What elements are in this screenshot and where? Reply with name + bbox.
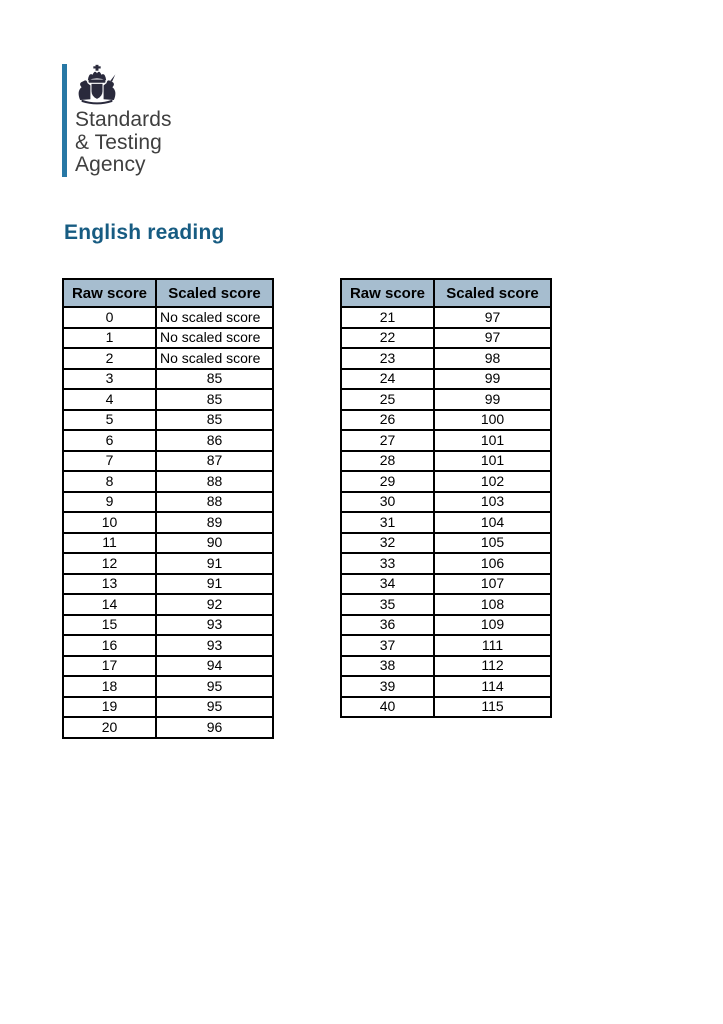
table-row <box>63 389 273 410</box>
raw-score-cell: 8 <box>63 471 156 492</box>
table-row <box>341 676 551 697</box>
raw-score-cell: 37 <box>341 635 434 656</box>
raw-score-cell: 10 <box>63 512 156 533</box>
org-name <box>75 109 172 177</box>
table-row <box>341 656 551 677</box>
scaled-score-cell: 115 <box>434 697 551 718</box>
org-name-line-2: & Testing <box>75 130 162 154</box>
table-row <box>63 635 273 656</box>
scaled-score-cell: 95 <box>156 697 273 718</box>
table-row <box>63 348 273 369</box>
raw-score-cell: 13 <box>63 574 156 595</box>
table-row <box>63 697 273 718</box>
table-row <box>63 430 273 451</box>
table-row <box>63 369 273 390</box>
score-table-left <box>62 278 274 739</box>
table-row <box>63 410 273 431</box>
table-row <box>341 328 551 349</box>
raw-score-cell: 30 <box>341 492 434 513</box>
table-row <box>63 328 273 349</box>
scaled-score-cell: 107 <box>434 574 551 595</box>
header-row <box>341 279 551 307</box>
scaled-score-cell: 98 <box>434 348 551 369</box>
raw-score-cell: 22 <box>341 328 434 349</box>
raw-score-cell: 9 <box>63 492 156 513</box>
raw-score-cell: 35 <box>341 594 434 615</box>
raw-score-cell: 21 <box>341 307 434 328</box>
scaled-score-cell: 94 <box>156 656 273 677</box>
logo-accent-bar <box>62 64 67 177</box>
raw-score-cell: 39 <box>341 676 434 697</box>
scaled-score-cell: 86 <box>156 430 273 451</box>
table-row <box>63 471 273 492</box>
scaled-score-cell: 95 <box>156 676 273 697</box>
table-row <box>341 615 551 636</box>
raw-score-cell: 0 <box>63 307 156 328</box>
scaled-score-cell: 101 <box>434 451 551 472</box>
scaled-score-cell: 104 <box>434 512 551 533</box>
scaled-score-cell: No scaled score <box>156 348 273 369</box>
scaled-score-cell: 102 <box>434 471 551 492</box>
scaled-score-cell: 91 <box>156 553 273 574</box>
scaled-score-cell: 106 <box>434 553 551 574</box>
table-row <box>341 697 551 718</box>
raw-score-cell: 28 <box>341 451 434 472</box>
raw-score-cell: 5 <box>63 410 156 431</box>
table-row <box>341 369 551 390</box>
raw-score-cell: 36 <box>341 615 434 636</box>
scaled-score-cell: 85 <box>156 389 273 410</box>
table-row <box>341 574 551 595</box>
raw-score-cell: 19 <box>63 697 156 718</box>
raw-score-cell: 4 <box>63 389 156 410</box>
raw-score-cell: 11 <box>63 533 156 554</box>
raw-score-cell: 3 <box>63 369 156 390</box>
scaled-score-cell: No scaled score <box>156 328 273 349</box>
raw-score-cell: 2 <box>63 348 156 369</box>
scaled-score-cell: 88 <box>156 471 273 492</box>
scaled-score-cell: 105 <box>434 533 551 554</box>
raw-score-cell: 33 <box>341 553 434 574</box>
scaled-score-cell: 93 <box>156 615 273 636</box>
table-row <box>63 307 273 328</box>
raw-score-header: Raw score <box>63 279 156 307</box>
table-row <box>63 676 273 697</box>
scaled-score-cell: 96 <box>156 717 273 738</box>
table-row <box>341 451 551 472</box>
table-row <box>341 389 551 410</box>
scaled-score-header: Scaled score <box>434 279 551 307</box>
scaled-score-cell: 91 <box>156 574 273 595</box>
raw-score-cell: 24 <box>341 369 434 390</box>
table-row <box>63 533 273 554</box>
scaled-score-cell: 90 <box>156 533 273 554</box>
royal-crest-icon <box>75 64 119 106</box>
scaled-score-cell: 85 <box>156 369 273 390</box>
page-title: English reading <box>64 221 225 244</box>
scaled-score-cell: 88 <box>156 492 273 513</box>
scaled-score-cell: 114 <box>434 676 551 697</box>
table-row <box>341 471 551 492</box>
raw-score-cell: 40 <box>341 697 434 718</box>
raw-score-cell: 38 <box>341 656 434 677</box>
table-row <box>341 430 551 451</box>
table-row <box>63 594 273 615</box>
scaled-score-cell: 87 <box>156 451 273 472</box>
table-row <box>341 635 551 656</box>
table-row <box>63 717 273 738</box>
header-row <box>63 279 273 307</box>
raw-score-cell: 17 <box>63 656 156 677</box>
scaled-score-cell: 111 <box>434 635 551 656</box>
scaled-score-header: Scaled score <box>156 279 273 307</box>
table-row <box>341 533 551 554</box>
scaled-score-cell: 89 <box>156 512 273 533</box>
scaled-score-cell: 100 <box>434 410 551 431</box>
raw-score-cell: 26 <box>341 410 434 431</box>
scaled-score-cell: 99 <box>434 369 551 390</box>
table-row <box>63 615 273 636</box>
scaled-score-cell: 99 <box>434 389 551 410</box>
raw-score-cell: 25 <box>341 389 434 410</box>
raw-score-cell: 32 <box>341 533 434 554</box>
scaled-score-cell: 97 <box>434 328 551 349</box>
raw-score-cell: 20 <box>63 717 156 738</box>
raw-score-cell: 34 <box>341 574 434 595</box>
table-row <box>341 492 551 513</box>
sta-logo <box>62 64 172 177</box>
raw-score-cell: 14 <box>63 594 156 615</box>
scaled-score-cell: 103 <box>434 492 551 513</box>
scaled-score-cell: 93 <box>156 635 273 656</box>
scaled-score-cell: 108 <box>434 594 551 615</box>
table-row <box>63 553 273 574</box>
raw-score-header: Raw score <box>341 279 434 307</box>
score-table-right <box>340 278 552 718</box>
scaled-score-cell: No scaled score <box>156 307 273 328</box>
raw-score-cell: 16 <box>63 635 156 656</box>
org-name-line-3: Agency <box>75 153 146 176</box>
table-row <box>63 492 273 513</box>
raw-score-cell: 31 <box>341 512 434 533</box>
raw-score-cell: 18 <box>63 676 156 697</box>
scaled-score-cell: 101 <box>434 430 551 451</box>
raw-score-cell: 7 <box>63 451 156 472</box>
raw-score-cell: 29 <box>341 471 434 492</box>
table-row <box>341 553 551 574</box>
org-name-line-1: Standards <box>75 108 172 131</box>
raw-score-cell: 6 <box>63 430 156 451</box>
raw-score-cell: 15 <box>63 615 156 636</box>
table-row <box>341 348 551 369</box>
table-row <box>341 594 551 615</box>
raw-score-cell: 23 <box>341 348 434 369</box>
scaled-score-cell: 85 <box>156 410 273 431</box>
table-row <box>341 307 551 328</box>
table-row <box>63 656 273 677</box>
scaled-score-cell: 112 <box>434 656 551 677</box>
table-row <box>341 410 551 431</box>
raw-score-cell: 1 <box>63 328 156 349</box>
scaled-score-cell: 109 <box>434 615 551 636</box>
table-row <box>63 512 273 533</box>
raw-score-cell: 12 <box>63 553 156 574</box>
raw-score-cell: 27 <box>341 430 434 451</box>
score-tables <box>62 278 552 739</box>
scaled-score-cell: 97 <box>434 307 551 328</box>
table-row <box>63 451 273 472</box>
scaled-score-cell: 92 <box>156 594 273 615</box>
table-row <box>63 574 273 595</box>
table-row <box>341 512 551 533</box>
